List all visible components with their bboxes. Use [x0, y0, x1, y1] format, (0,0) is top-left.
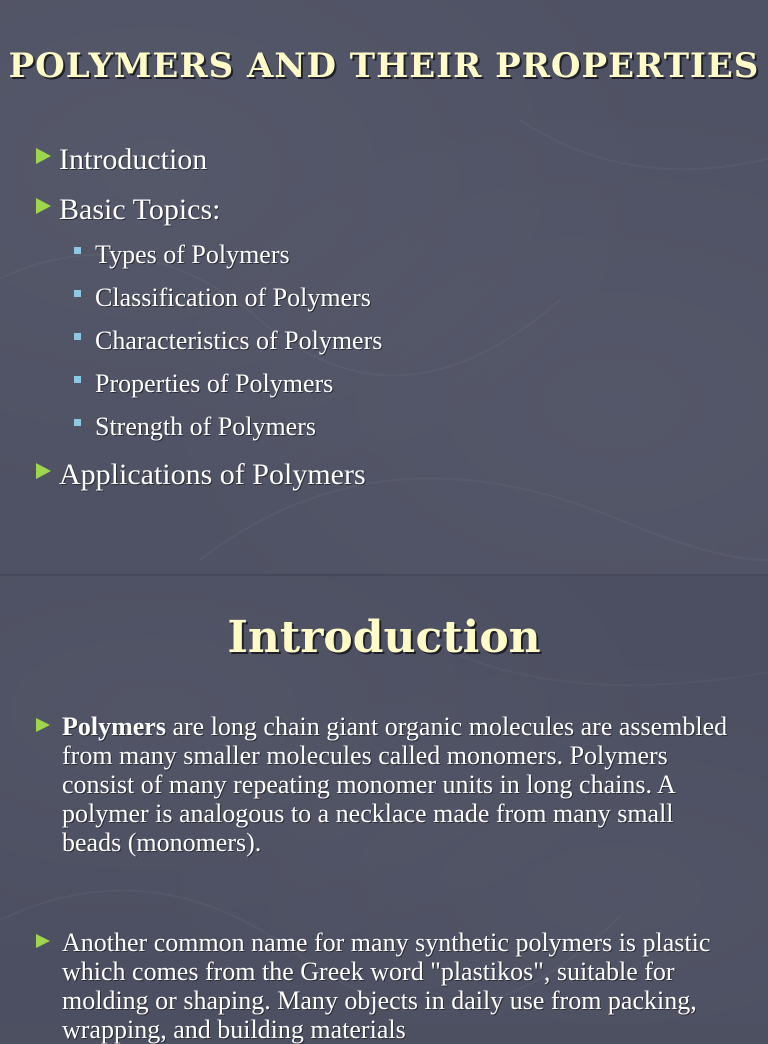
sub-bullet-item [74, 326, 382, 356]
bullet-label: Applications of Polymers [59, 458, 366, 491]
sub-bullet-item [74, 412, 316, 442]
square-bullet-icon [74, 290, 81, 297]
square-bullet-icon [74, 247, 81, 254]
sub-bullet-label: Properties of Polymers [95, 369, 334, 398]
paragraph-item [36, 928, 736, 1044]
paragraph-body: are long chain giant organic molecules are assembled from many smaller molecules called monomers. Polymers consist of many repeating monomer units in long chains. A polymer is analogous to a necklace made from many small beads (monomers). [62, 712, 728, 857]
bullet-label: Introduction [59, 143, 208, 176]
square-bullet-icon [74, 376, 81, 383]
triangle-bullet-icon [36, 934, 50, 948]
triangle-bullet-icon [36, 198, 51, 214]
bullet-item [36, 143, 207, 177]
bullet-item [36, 193, 221, 227]
sub-bullet-label: Classification of Polymers [95, 283, 371, 312]
paragraph-item [36, 712, 736, 857]
paragraph-text [62, 928, 736, 1044]
slide-title: POLYMERS AND THEIR PROPERTIES [8, 46, 760, 86]
bullet-label: Basic Topics: [59, 193, 221, 226]
slide-2 [0, 576, 768, 1044]
slide-title: Introduction [227, 612, 541, 663]
sub-bullet-item [74, 369, 333, 399]
square-bullet-icon [74, 333, 81, 340]
paragraph-text [62, 712, 736, 857]
triangle-bullet-icon [36, 718, 50, 732]
sub-bullet-label: Types of Polymers [95, 240, 290, 269]
bullet-item [36, 458, 366, 492]
paragraph-body: Another common name for many synthetic polymers is plastic which comes from the Greek word "plastikos", suitable for molding or shaping. Many objects in daily use from packing, wrapping, and building materials [62, 928, 711, 1044]
square-bullet-icon [74, 419, 81, 426]
paragraph-term: Polymers [62, 712, 166, 741]
sub-bullet-label: Strength of Polymers [95, 412, 316, 441]
sub-bullet-item [74, 240, 290, 270]
triangle-bullet-icon [36, 463, 51, 479]
sub-bullet-label: Characteristics of Polymers [95, 326, 383, 355]
sub-bullet-item [74, 283, 371, 313]
triangle-bullet-icon [36, 148, 51, 164]
